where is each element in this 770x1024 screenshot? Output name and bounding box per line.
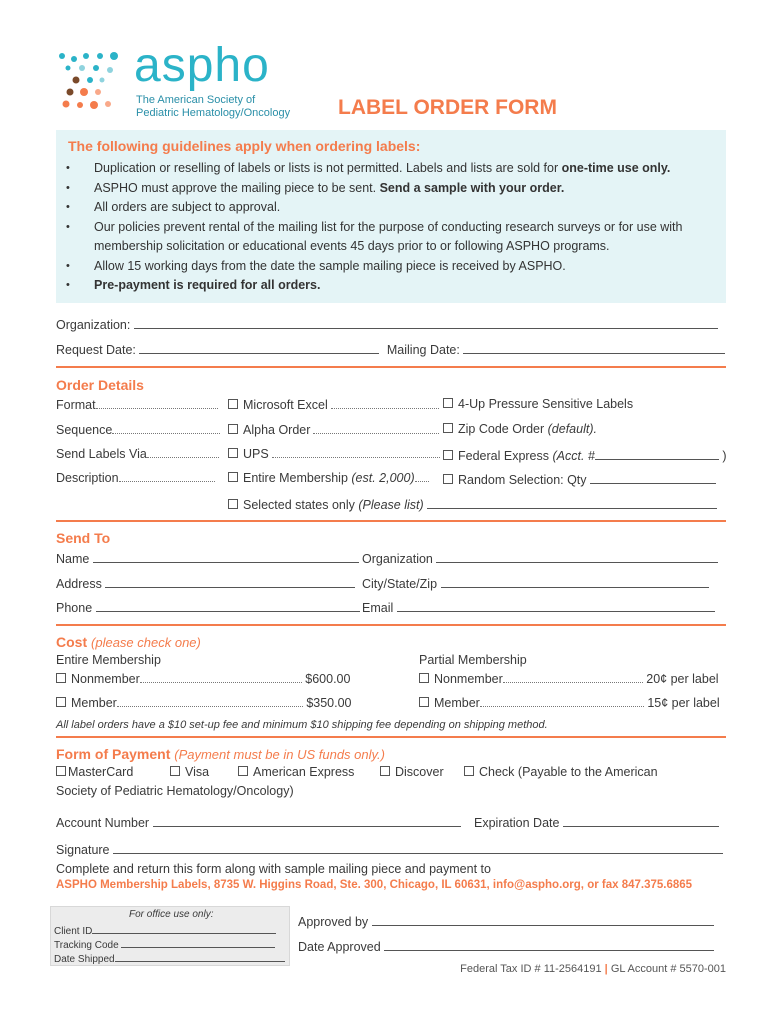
send-fedex-option[interactable]: Federal Express (Acct. # ) bbox=[443, 446, 727, 463]
divider bbox=[56, 736, 726, 738]
format-excel-option[interactable]: Microsoft Excel bbox=[228, 397, 439, 412]
account-number-field[interactable] bbox=[153, 813, 461, 827]
sequence-zip-option[interactable]: Zip Code Order (default). bbox=[443, 422, 597, 436]
guideline-item: • Our policies prevent rental of the mailing list for the purpose of conducting research surveys or for use with membership solicitation or educational events 45 days prior to or following ASPHO programs. bbox=[56, 218, 716, 257]
amex-option[interactable]: American Express bbox=[238, 765, 354, 779]
send-organization-field[interactable] bbox=[436, 549, 718, 563]
guideline-item: • ASPHO must approve the mailing piece to be sent. Send a sample with your order. bbox=[56, 179, 716, 199]
client-id-field[interactable] bbox=[92, 923, 276, 934]
guideline-item: • Duplication or reselling of labels or lists is not permitted. Labels and lists are sold for one-time use only. bbox=[56, 159, 716, 179]
random-qty-field[interactable] bbox=[590, 470, 716, 484]
checkbox[interactable] bbox=[170, 766, 180, 776]
tracking-row: Tracking Code bbox=[54, 937, 275, 951]
signature-row: Signature bbox=[56, 840, 723, 857]
checkbox[interactable] bbox=[56, 697, 66, 707]
divider bbox=[56, 366, 726, 368]
email-row: Email bbox=[362, 598, 715, 615]
mailing-address: ASPHO Membership Labels, 8735 W. Higgins Road, Ste. 300, Chicago, IL 60631, info@aspho.org, or fax 847.375.6865 bbox=[56, 879, 693, 891]
checkbox[interactable] bbox=[443, 423, 453, 433]
send-via-row: Send Labels Via bbox=[56, 446, 219, 461]
checkbox[interactable] bbox=[443, 398, 453, 408]
aspho-logo bbox=[56, 39, 316, 119]
expiration-row: Expiration Date bbox=[474, 813, 719, 830]
divider bbox=[56, 624, 726, 626]
checkbox[interactable] bbox=[443, 450, 453, 460]
visa-option[interactable]: Visa bbox=[170, 765, 209, 779]
logo-tagline-1: The American Society of bbox=[136, 94, 256, 106]
discover-option[interactable]: Discover bbox=[380, 765, 444, 779]
organization-field[interactable] bbox=[134, 315, 718, 329]
signature-field[interactable] bbox=[113, 840, 723, 854]
guideline-item: • All orders are subject to approval. bbox=[56, 198, 716, 218]
date-shipped-row: Date Shipped bbox=[54, 951, 285, 965]
partial-member-option[interactable]: Member 15¢ per label bbox=[419, 695, 720, 710]
checkbox[interactable] bbox=[228, 472, 238, 482]
mastercard-option[interactable]: MasterCard bbox=[56, 765, 133, 779]
expiration-date-field[interactable] bbox=[563, 813, 719, 827]
guideline-item: • Allow 15 working days from the date the sample mailing piece is received by ASPHO. bbox=[56, 257, 716, 277]
send-ups-option[interactable]: UPS bbox=[228, 446, 440, 461]
checkbox[interactable] bbox=[380, 766, 390, 776]
partial-nonmember-option[interactable]: Nonmember 20¢ per label bbox=[419, 671, 719, 686]
order-details-heading: Order Details bbox=[56, 377, 144, 393]
check-option[interactable]: Check (Payable to the American bbox=[464, 765, 658, 779]
mailing-date-field[interactable] bbox=[463, 340, 725, 354]
send-to-heading: Send To bbox=[56, 530, 111, 546]
account-number-row: Account Number bbox=[56, 813, 461, 830]
desc-random-option[interactable]: Random Selection: Qty bbox=[443, 470, 716, 487]
client-id-row: Client ID bbox=[54, 923, 276, 937]
phone-row: Phone bbox=[56, 598, 360, 615]
description-row: Description bbox=[56, 470, 215, 485]
date-approved-row: Date Approved bbox=[298, 937, 714, 954]
phone-field[interactable] bbox=[96, 598, 360, 612]
cost-heading: Cost (please check one) bbox=[56, 634, 201, 650]
entire-nonmember-option[interactable]: Nonmember $600.00 bbox=[56, 671, 350, 686]
checkbox[interactable] bbox=[419, 673, 429, 683]
email-field[interactable] bbox=[397, 598, 715, 612]
entire-membership-label: Entire Membership bbox=[56, 653, 161, 667]
checkbox[interactable] bbox=[56, 766, 66, 776]
approved-by-field[interactable] bbox=[372, 912, 714, 926]
name-field[interactable] bbox=[93, 549, 359, 563]
checkbox[interactable] bbox=[443, 474, 453, 484]
checkbox[interactable] bbox=[228, 499, 238, 509]
sequence-alpha-option[interactable]: Alpha Order bbox=[228, 422, 439, 437]
logo-tagline-2: Pediatric Hematology/Oncology bbox=[136, 107, 291, 119]
address-row: Address bbox=[56, 574, 355, 591]
check-payee-line: Society of Pediatric Hematology/Oncology) bbox=[56, 784, 294, 798]
organization-send-row: Organization bbox=[362, 549, 718, 566]
format-row: Format bbox=[56, 397, 218, 412]
checkbox[interactable] bbox=[228, 399, 238, 409]
date-shipped-field[interactable] bbox=[115, 951, 285, 962]
approved-by-row: Approved by bbox=[298, 912, 714, 929]
logo-wordmark: aspho bbox=[134, 39, 270, 92]
dates-row: Request Date: Mailing Date: bbox=[56, 340, 725, 357]
logo-dots-icon bbox=[56, 50, 122, 116]
fee-note: All label orders have a $10 set-up fee and minimum $10 shipping fee depending on shipping method. bbox=[56, 719, 548, 731]
request-date-field[interactable] bbox=[139, 340, 379, 354]
payment-heading: Form of Payment (Payment must be in US funds only.) bbox=[56, 746, 385, 762]
desc-entire-option[interactable]: Entire Membership (est. 2,000) bbox=[228, 470, 429, 485]
checkbox[interactable] bbox=[56, 673, 66, 683]
partial-membership-label: Partial Membership bbox=[419, 653, 527, 667]
tracking-code-field[interactable] bbox=[121, 937, 275, 948]
guidelines-panel bbox=[56, 130, 726, 303]
states-list-field[interactable] bbox=[427, 495, 717, 509]
footer-ids: Federal Tax ID # 11-2564191 | GL Account # 5570-001 bbox=[460, 963, 726, 975]
entire-member-option[interactable]: Member $350.00 bbox=[56, 695, 352, 710]
organization-row: Organization: bbox=[56, 315, 718, 332]
address-field[interactable] bbox=[105, 574, 355, 588]
office-use-title: For office use only: bbox=[129, 909, 214, 920]
checkbox[interactable] bbox=[228, 448, 238, 458]
desc-states-option[interactable]: Selected states only (Please list) bbox=[228, 495, 717, 512]
sequence-row: Sequence bbox=[56, 422, 220, 437]
city-state-zip-field[interactable] bbox=[441, 574, 709, 588]
return-instructions: Complete and return this form along with sample mailing piece and payment to bbox=[56, 862, 491, 876]
divider bbox=[56, 520, 726, 522]
checkbox[interactable] bbox=[464, 766, 474, 776]
name-row: Name bbox=[56, 549, 359, 566]
guidelines-heading: The following guidelines apply when ordering labels: bbox=[68, 138, 421, 154]
checkbox[interactable] bbox=[228, 424, 238, 434]
format-labels-option[interactable]: 4-Up Pressure Sensitive Labels bbox=[443, 397, 633, 411]
form-title: LABEL ORDER FORM bbox=[338, 96, 557, 119]
guideline-item: • Pre-payment is required for all orders. bbox=[56, 276, 716, 296]
guidelines-list bbox=[56, 159, 716, 296]
city-row: City/State/Zip bbox=[362, 574, 709, 591]
date-approved-field[interactable] bbox=[384, 937, 714, 951]
checkbox[interactable] bbox=[238, 766, 248, 776]
checkbox[interactable] bbox=[419, 697, 429, 707]
fedex-account-field[interactable] bbox=[595, 446, 719, 460]
office-use-box bbox=[50, 906, 290, 966]
